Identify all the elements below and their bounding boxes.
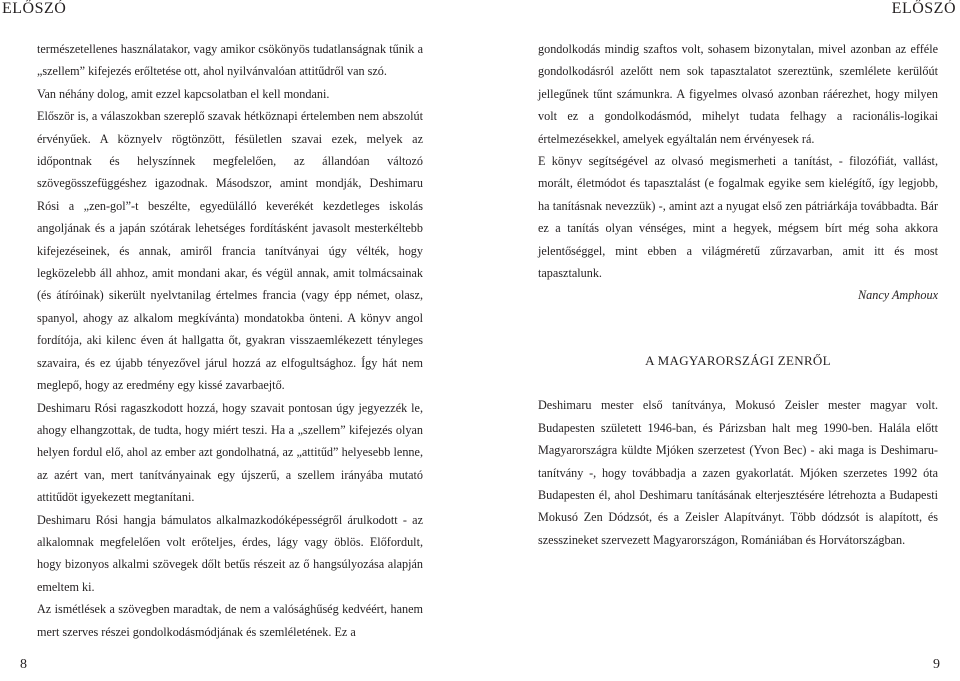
running-header-left: ELŐSZÓ [2, 0, 67, 17]
left-page-text-column [37, 38, 423, 643]
running-header-right: ELŐSZÓ [891, 0, 956, 17]
paragraph: gondolkodás mindig szaftos volt, sohasem bizonytalan, mivel azonban az efféle gondolkodásról azelőtt nem sok tapasztalatot szereztünk, szemlélete kerülőút jellegűnek tűnt számunkra. A figyelmes olvasó azonban ráérezhet, hogy milyen volt ez a gondolkodásmód, mihelyt tudata felhagy a racionális-logikai értelmezésekkel, amelyek egyáltalán nem érvényesek rá. [538, 42, 938, 146]
paragraph: Deshimaru mester első tanítványa, Mokusó Zeisler mester magyar volt. Budapesten született 1946-ban, és Párizsban halt meg 1990-ben. Halála előtt Magyarországra küldte Mjóken szerzetest (Yvon Bec) - aki maga is Deshimaru-tanítvány -, hogy továbbadja a zazen gyakorlatát. Mjóken szerzetes 1992 óta Budapesten él, ahol Deshimaru tanításának elterjesztésére létrehozta a Budapesti Mokusó Zen Dódzsót, és a Zeisler Alapítványt. Több dódzsót is alapított, és szesszineket szervezett Magyarországon, Romániában és Horvátországban. [538, 398, 938, 547]
paragraph: Van néhány dolog, amit ezzel kapcsolatban el kell mondani. [37, 86, 330, 101]
paragraph: Deshimaru Rósi ragaszkodott hozzá, hogy szavait pontosan úgy jegyezzék le, ahogy elhangzottak, de tudta, hogy miért teszi. Ha a „szellem” kifejezés olyan helyen fordul elő, ahol az ember azt gondolhatná, az „attitűd” helyesebb lenne, az azért van, mert tanítványainak egy újszerű, a szellem irányába mutató attitűdöt igyekezett megtanítani. [37, 400, 423, 505]
paragraph: Deshimaru Rósi hangja bámulatos alkalmazkodóképességről árulkodott - az alkalomnak megfelelően volt erőteljes, érdes, lágy vagy öblös. Előfordult, hogy bizonyos alkalmi szövegek dőlt betűs részeit az ő hangsúlyozása alapján emeltem ki. [37, 512, 423, 594]
page-number-right: 9 [933, 657, 940, 672]
paragraph: Először is, a válaszokban szereplő szavak hétköznapi értelemben nem abszolút érvényűek. A köznyelv rögtönzött, fésületlen szavai ezek, melyek az időpontnak és helyszínnek megfelelően, az állandóan változó szövegösszefüggéshez igazodnak. Másodszor, amint mondják, Deshimaru Rósi a „zen-gol”-t beszélte, egyedülálló keverékét kezdetleges iskolás angoljának és a japán szótárak lehetséges fordításként javasolt mesterkéltebb kifejezéseinek, és annak, amiről francia tanítványai úgy vélték, hogy legközelebb áll ahhoz, amit mondani akar, és végül annak, amit tolmácsainak (és átíróinak) sikerült nyelvtanilag értelmes francia (vagy épp német, olasz, spanyol, ahogy az alkalom megkívánta) mondatokba önteni. A könyv angol fordítója, aki kilenc éven át hallgatta őt, gyakran visszaemlékezett tényleges szavaira, és ez újabb tényezővel járul hozzá az elfogultsághoz. Így hát nem meglepő, hogy az eredmény egy kissé zavarbaejtő. [37, 109, 423, 393]
right-page-text-column [538, 38, 938, 551]
paragraph: Az ismétlések a szövegben maradtak, de nem a valósághűség kedvéért, hanem mert szerves részei gondolkodásmódjának és szemléletének. Ez a [37, 602, 423, 639]
paragraph: E könyv segítségével az olvasó megismerheti a tanítást, - filozófiát, vallást, morált, életmódot és tapasztalást (e fogalmak egyike sem kielégítő, így legjobb, ha tanításnak nevezzük) -, amint azt a nyugat első zen pátriárkája továbbadta. Bár ez a tanítás olyan vénséges, mint a hegyek, mégsem bírt még soha akkora jelentőséggel, mint ebben a világméretű zűrzavarban, amit itt és most tapasztalunk. [538, 154, 938, 281]
author-signature: Nancy Amphoux [858, 288, 938, 303]
paragraph: természetellenes használatakor, vagy amikor csökönyös tudatlanságnak tűnik a „szellem” kifejezés erőltetése ott, ahol nyilvánvalóan attitűdről van szó. [37, 42, 423, 79]
section-title: A MAGYARORSZÁGI ZENRŐL [645, 352, 831, 368]
page-number-left: 8 [20, 657, 27, 672]
